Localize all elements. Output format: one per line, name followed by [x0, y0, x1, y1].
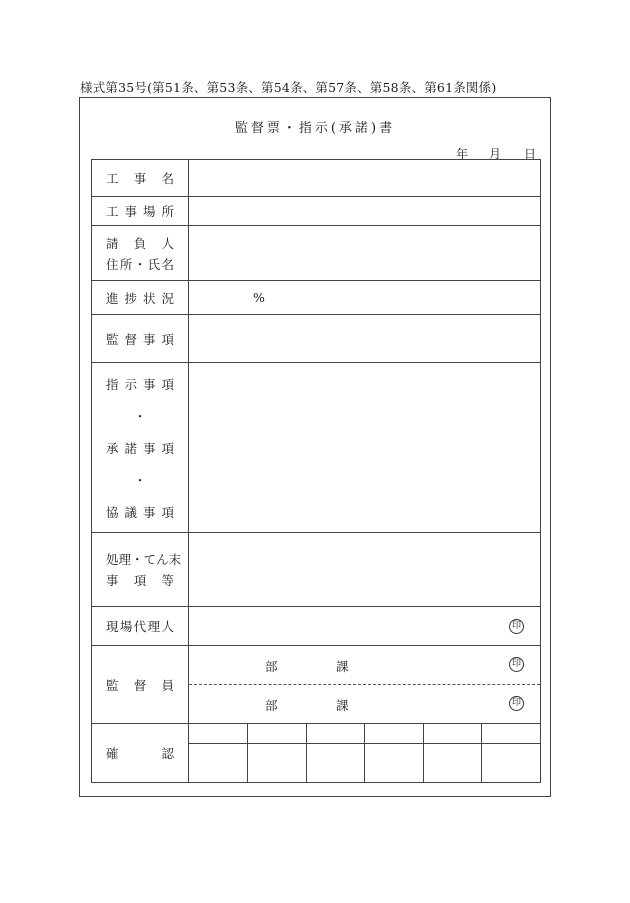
value-progress[interactable]: [189, 281, 541, 315]
form-number-note: 様式第35号(第51条、第53条、第54条、第57条、第58条、第61条関係): [80, 80, 497, 95]
section-label: 課: [336, 698, 349, 713]
date-month-label: 月: [489, 147, 502, 161]
supervisor-entry-2[interactable]: [189, 685, 540, 723]
row-handling: [92, 533, 541, 607]
label-site-agent: 現 場 代 理 人: [92, 607, 189, 646]
confirm-cell[interactable]: [365, 743, 424, 782]
confirm-cell[interactable]: [423, 743, 482, 782]
date-year-label: 年: [456, 147, 469, 161]
label-confirmation: 確 認: [92, 724, 189, 783]
label-contractor: 請 負 人 住 所 ・ 氏 名: [92, 226, 189, 281]
document-title: 監督票・指示(承諾)書: [234, 121, 396, 136]
supervisor-entry-1[interactable]: [189, 646, 540, 685]
progress-percent-unit: %: [253, 290, 265, 305]
section-label: 課: [336, 659, 349, 674]
confirm-cell[interactable]: [248, 743, 307, 782]
confirmation-grid: [189, 724, 540, 782]
row-supervision: [92, 315, 541, 363]
label-supervisor: 監 督 員: [92, 646, 189, 724]
confirm-cell[interactable]: [482, 743, 541, 782]
confirm-cell[interactable]: [189, 724, 248, 743]
value-handling[interactable]: [189, 533, 541, 607]
row-site-agent: [92, 607, 541, 646]
dept-label: 部: [265, 659, 278, 674]
row-confirmation: [92, 724, 541, 783]
row-contractor: [92, 226, 541, 281]
confirm-cell[interactable]: [306, 743, 365, 782]
value-instructions[interactable]: [189, 363, 541, 533]
dept-label: 部: [265, 698, 278, 713]
value-contractor[interactable]: [189, 226, 541, 281]
label-supervision: 監 督 事 項: [92, 315, 189, 363]
label-handling: 処 理 ・ て ん 末 事 項 等: [92, 533, 189, 607]
value-supervisor: [189, 646, 541, 724]
row-instructions: [92, 363, 541, 533]
confirm-cell[interactable]: [482, 724, 541, 743]
value-work-name[interactable]: [189, 160, 541, 197]
label-chars: 工 事 名: [106, 171, 174, 186]
confirm-cell[interactable]: [248, 724, 307, 743]
row-supervisor: [92, 646, 541, 724]
value-confirmation: [189, 724, 541, 783]
seal-icon: 印: [509, 619, 524, 634]
label-work-site: 工 事 場 所: [92, 197, 189, 226]
row-work-name: [92, 160, 541, 197]
value-work-site[interactable]: [189, 197, 541, 226]
label-instructions: 指 示 事 項 ・ 承 諾 事 項 ・ 協 議 事 項: [92, 363, 189, 533]
confirm-cell[interactable]: [189, 743, 248, 782]
label-progress: 進 捗 状 況: [92, 281, 189, 315]
value-site-agent[interactable]: [189, 607, 541, 646]
row-progress: [92, 281, 541, 315]
date-day-label: 日: [524, 147, 537, 161]
label-work-name: [92, 160, 189, 197]
confirm-cell[interactable]: [423, 724, 482, 743]
confirm-cell[interactable]: [365, 724, 424, 743]
confirm-cell[interactable]: [306, 724, 365, 743]
row-work-site: [92, 197, 541, 226]
supervision-form-table: [91, 159, 541, 783]
seal-icon: 印: [509, 696, 524, 711]
seal-icon: 印: [509, 657, 524, 672]
value-supervision[interactable]: [189, 315, 541, 363]
